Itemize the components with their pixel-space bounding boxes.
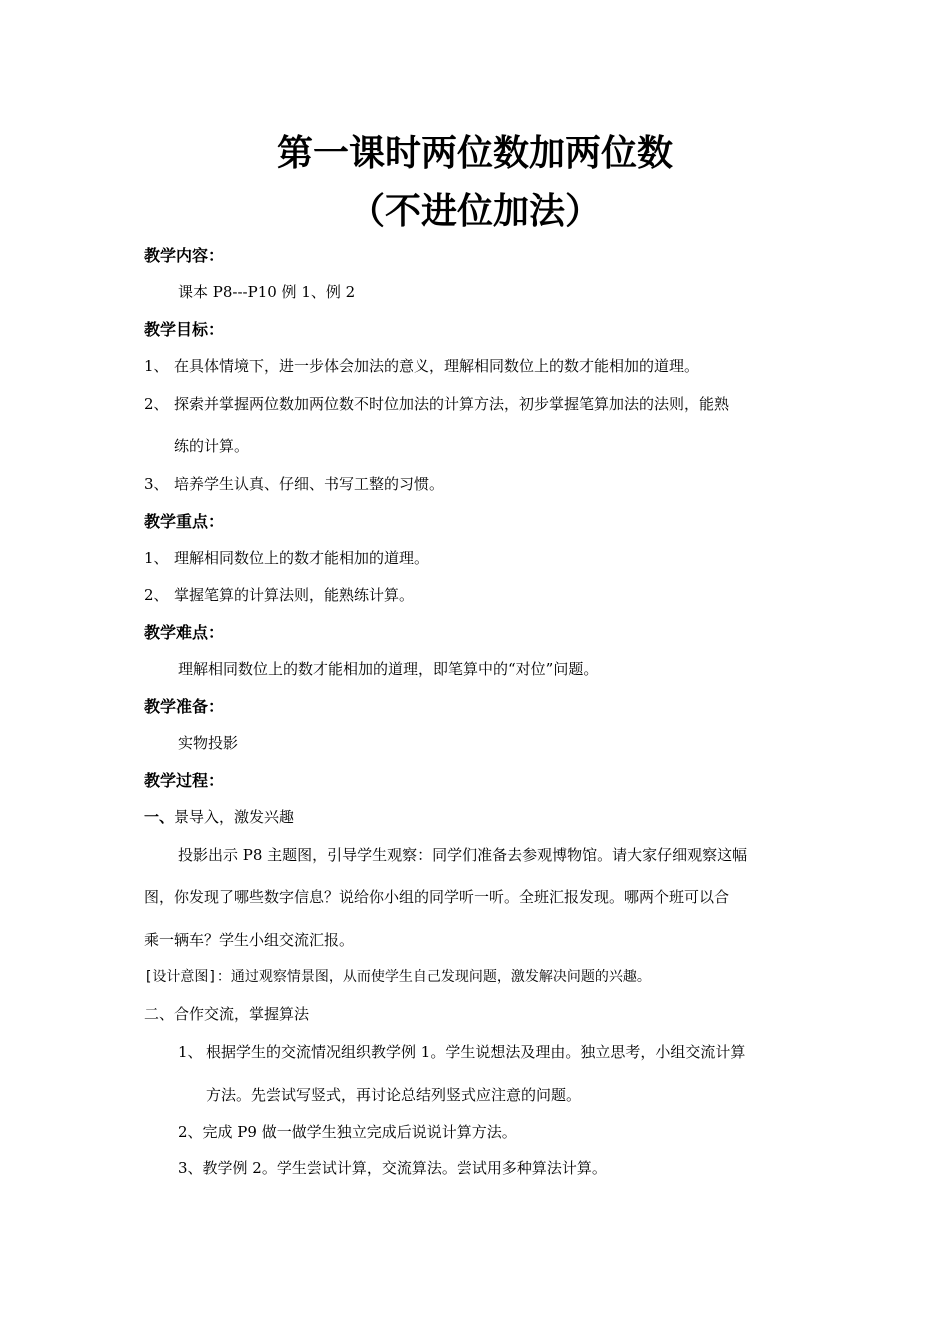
goal-item-number: 1、 (144, 357, 169, 375)
goal-item-number: 2、 (144, 395, 169, 413)
process-part-2-item-2: 2、完成 P9 做一做学生独立完成后说说计算方法。 (178, 1123, 517, 1141)
heading-teaching-goals: 教学目标： (144, 320, 225, 339)
goal-item-text: 培养学生认真、仔细、书写工整的习惯。 (174, 475, 445, 493)
process-part-1-number: 一、 (144, 808, 175, 826)
process-part-1-title (144, 810, 294, 825)
preparation-text: 实物投影 (178, 734, 239, 752)
process-part-2-item-1-continuation: 方法。先尝试写竖式，再讨论总结列竖式应注意的问题。 (206, 1086, 582, 1104)
title-line-1: 第一课时两位数加两位数 (276, 133, 673, 174)
process-part-2-item-3: 3、教学例 2。学生尝试计算，交流算法。尝试用多种算法计算。 (178, 1159, 607, 1177)
goal-item-text: 探索并掌握两位数加两位数不时位加法的计算方法，初步掌握笔算加法的法则，能熟 (174, 395, 730, 413)
design-intent-note: [设计意图]：通过观察情景图，从而使学生自己发现问题，激发解决问题的兴趣。 (144, 969, 651, 985)
title-line-2: （不进位加法） (348, 191, 601, 232)
goal-item-1 (144, 359, 699, 374)
key-point-text: 理解相同数位上的数才能相加的道理。 (174, 549, 430, 567)
teaching-content-text: 课本 P8---P10 例 1、例 2 (178, 283, 356, 301)
heading-teaching-content: 教学内容： (144, 246, 225, 265)
process-item-text: 根据学生的交流情况组织教学例 1。学生说想法及理由。独立思考，小组交流计算 (206, 1043, 746, 1061)
key-point-text: 掌握笔算的计算法则，能熟练计算。 (174, 586, 415, 604)
key-point-2 (144, 588, 414, 603)
goal-item-number: 3、 (144, 475, 169, 493)
heading-process: 教学过程： (144, 771, 225, 790)
key-point-number: 1、 (144, 549, 169, 567)
difficulty-text: 理解相同数位上的数才能相加的道理，即笔算中的“对位”问题。 (178, 660, 599, 678)
process-item-number: 1、 (178, 1043, 203, 1061)
heading-key-points: 教学重点： (144, 512, 225, 531)
goal-item-2 (144, 397, 729, 412)
process-part-1-title-text: 景导入，激发兴趣 (174, 808, 295, 826)
goal-item-3 (144, 477, 444, 492)
goal-item-2-continuation: 练的计算。 (174, 437, 250, 455)
process-part-1-para-line-3: 乘一辆车？学生小组交流汇报。 (144, 931, 355, 949)
heading-difficulty: 教学难点： (144, 623, 225, 642)
process-part-1-para-line-2: 图，你发现了哪些数字信息？说给你小组的同学听一听。全班汇报发现。哪两个班可以合 (144, 888, 730, 906)
process-part-2-item-1 (178, 1045, 745, 1060)
key-point-number: 2、 (144, 586, 169, 604)
process-part-1-para-line-1: 投影出示 P8 主题图，引导学生观察：同学们准备去参观博物馆。请大家仔细观察这幅 (178, 846, 748, 864)
heading-preparation: 教学准备： (144, 697, 225, 716)
key-point-1 (144, 551, 429, 566)
goal-item-text: 在具体情境下，进一步体会加法的意义，理解相同数位上的数才能相加的道理。 (174, 357, 700, 375)
process-part-2-title: 二、合作交流，掌握算法 (144, 1005, 310, 1023)
